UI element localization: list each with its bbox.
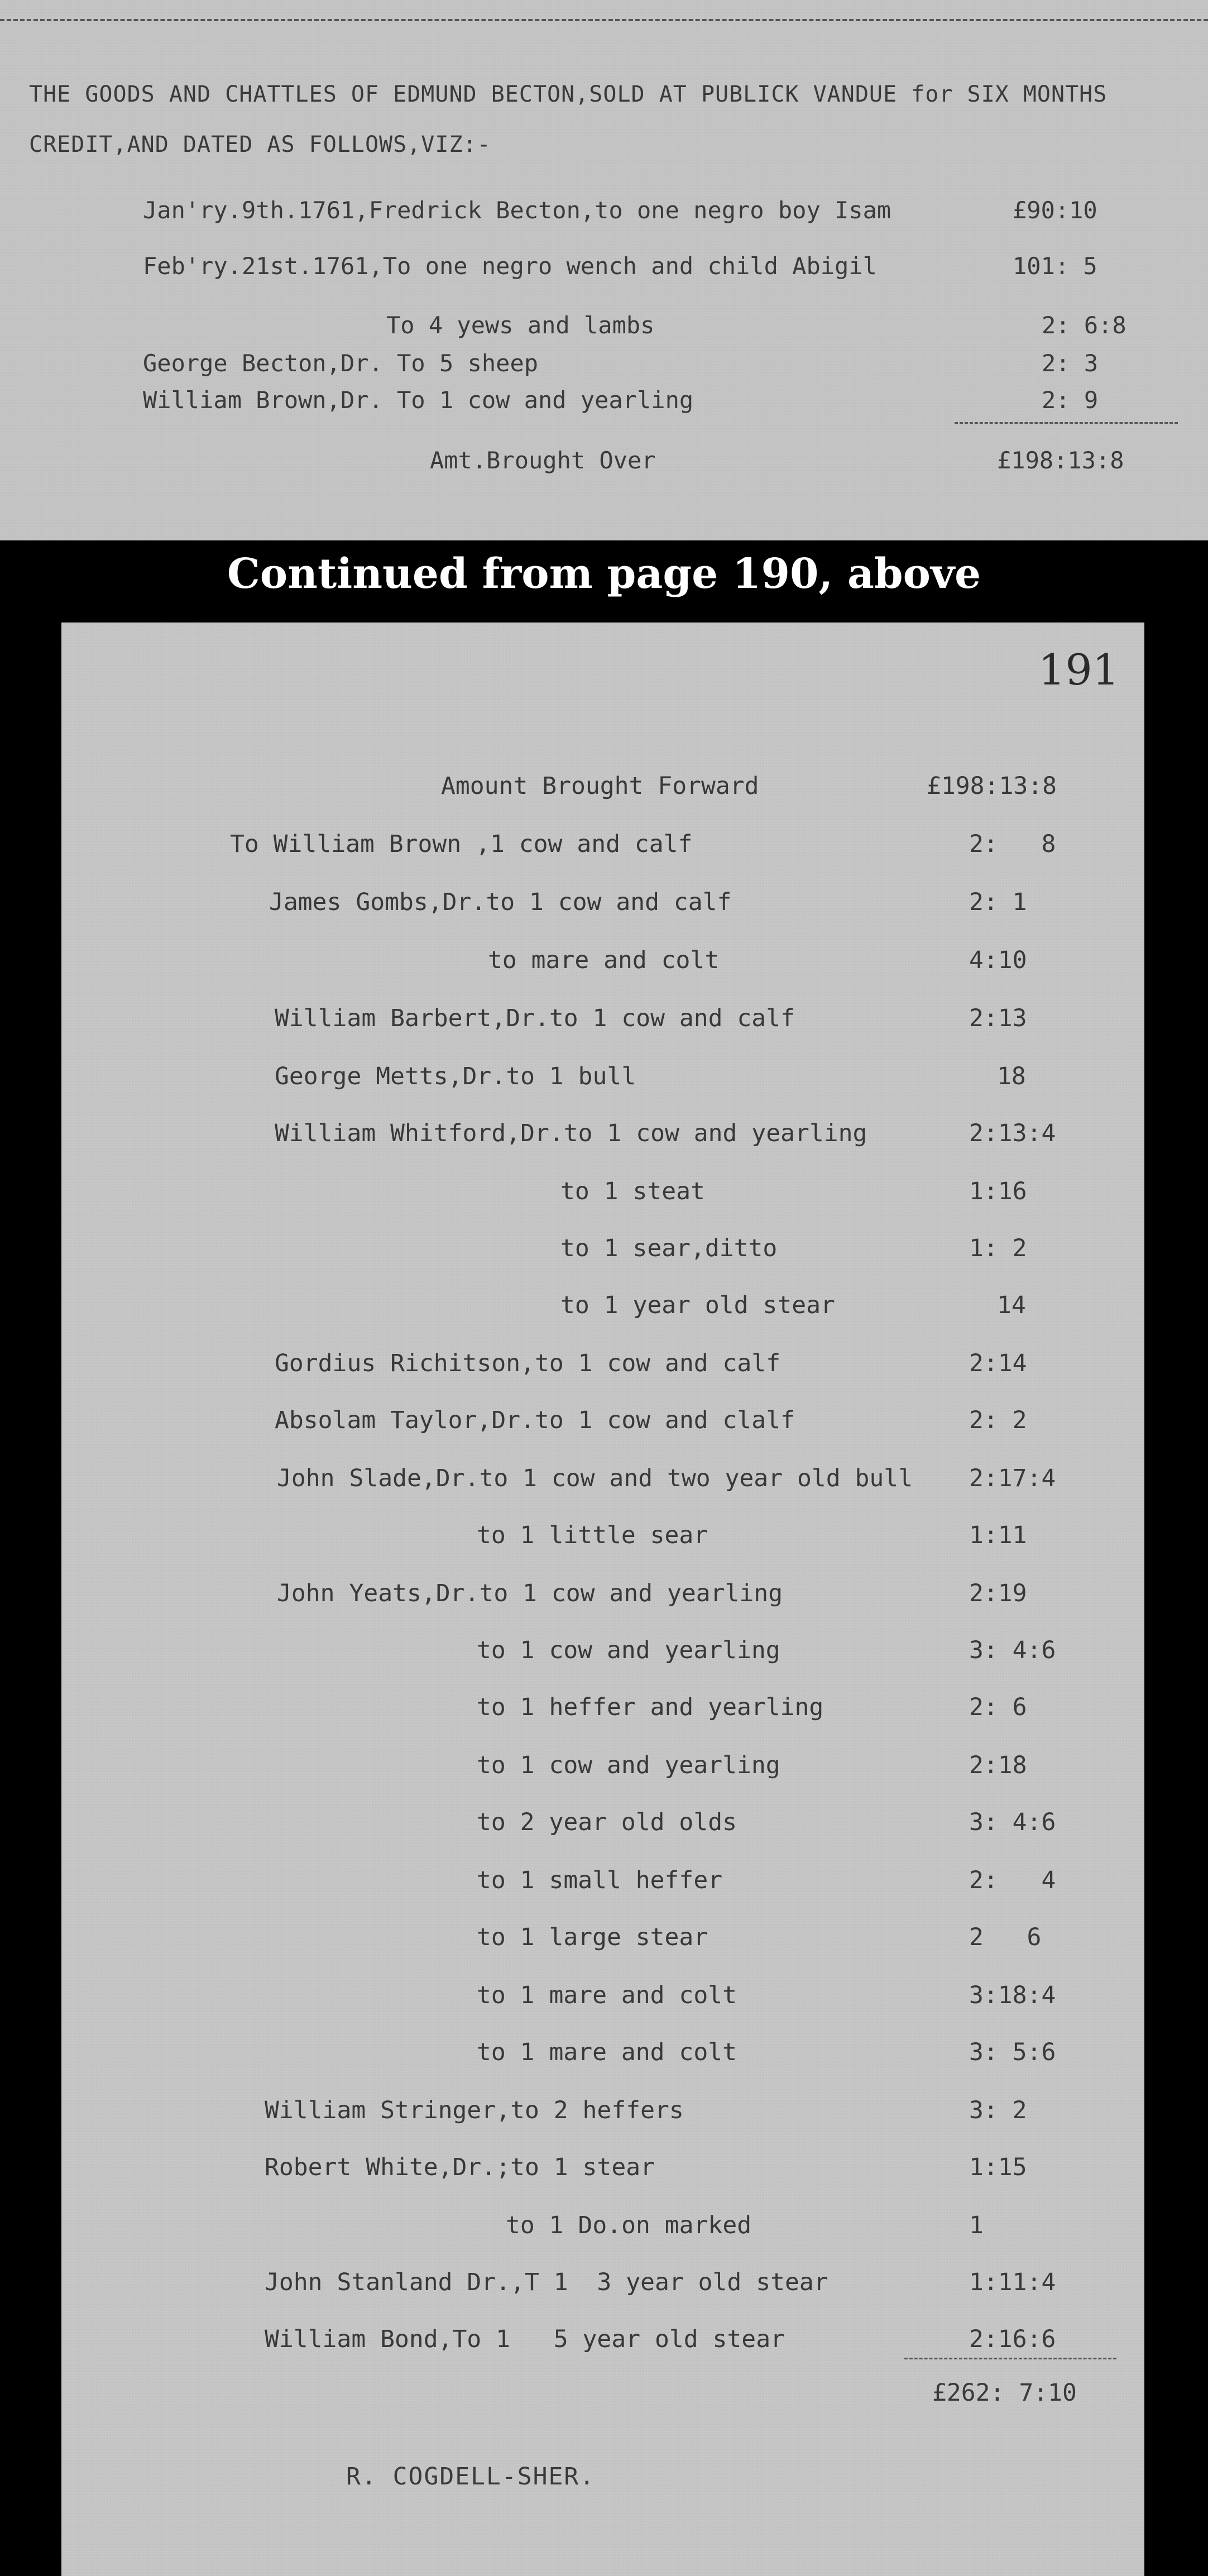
ledger-row xyxy=(61,1177,1144,1211)
ledger-entry-amount: 1 xyxy=(969,2211,984,2239)
ledger-entry-text: James Gombs,Dr.to 1 cow and calf xyxy=(269,888,732,916)
ledger-entry-text: Feb'ry.21st.1761,To one negro wench and child Abigil xyxy=(143,252,877,280)
ledger-entry-amount: 2: 4 xyxy=(969,1866,1056,1894)
ledger-entry-amount: 2:17:4 xyxy=(969,1464,1056,1492)
ledger-row xyxy=(61,1636,1144,1670)
ledger-entry-text: Jan'ry.9th.1761,Fredrick Becton,to one negro boy Isam xyxy=(143,197,891,224)
ledger-row xyxy=(61,2038,1144,2072)
ledger-entry-text: William Barbert,Dr.to 1 cow and calf xyxy=(275,1004,795,1032)
ledger-entry-text: Gordius Richitson,to 1 cow and calf xyxy=(275,1349,781,1377)
ledger-entry-amount: 2:13 xyxy=(969,1004,1027,1032)
ledger-entry-text: to 1 mare and colt xyxy=(477,1981,737,2009)
page-number: 191 xyxy=(1038,645,1120,695)
ledger-row xyxy=(61,1349,1144,1383)
ledger-row xyxy=(61,1981,1144,2015)
ledger-entry-amount: 2:18 xyxy=(969,1751,1027,1779)
ledger-entry-amount: £198:13:8 xyxy=(927,772,1057,800)
ledger-row xyxy=(61,1234,1144,1268)
ledger-entry-text: Absolam Taylor,Dr.to 1 cow and clalf xyxy=(275,1406,795,1434)
ledger-entry-text: George Metts,Dr.to 1 bull xyxy=(275,1062,636,1090)
ledger-entry-text: John Slade,Dr.to 1 cow and two year old bull xyxy=(277,1464,913,1492)
ledger-row xyxy=(61,1521,1144,1555)
ledger-row xyxy=(61,1062,1144,1096)
ledger-entry-text: John Stanland Dr.,T 1 3 year old stear xyxy=(265,2268,828,2296)
ledger-entry-amount: 14 xyxy=(997,1291,1026,1319)
ledger-entry-amount: 2: 1 xyxy=(969,888,1027,916)
ledger-entry-amount: 3: 5:6 xyxy=(969,2038,1056,2066)
ledger-row xyxy=(61,2211,1144,2245)
ledger-entry-text: Amount Brought Forward xyxy=(441,772,759,800)
ledger-entry-amount: 2 6 xyxy=(969,1923,1042,1951)
ledger-entry-amount: 3:18:4 xyxy=(969,1981,1056,2009)
ledger-row xyxy=(61,1866,1144,1900)
ledger-row xyxy=(61,830,1144,864)
ledger-row xyxy=(61,2325,1144,2359)
ledger-row xyxy=(61,772,1144,806)
ledger-entry-text: to 1 large stear xyxy=(477,1923,708,1951)
carried-over-amount: £198:13:8 xyxy=(997,447,1124,474)
ledger-entry-amount: 2:14 xyxy=(969,1349,1027,1377)
ledger-row xyxy=(61,1119,1144,1153)
document-heading-line2: CREDIT,AND DATED AS FOLLOWS,VIZ:- xyxy=(29,132,491,157)
ledger-entry-text: William Brown,Dr. To 1 cow and yearling xyxy=(143,386,694,414)
ledger-entry-amount: 3: 2 xyxy=(969,2096,1027,2124)
sum-rule xyxy=(955,422,1178,424)
ledger-entry-amount: 1:11:4 xyxy=(969,2268,1056,2296)
ledger-entry-text: George Becton,Dr. To 5 sheep xyxy=(143,349,539,377)
ledger-row xyxy=(61,1751,1144,1785)
previous-page-excerpt xyxy=(0,0,1208,540)
ledger-entry-amount: 18 xyxy=(997,1062,1026,1090)
ledger-entry-text: to 1 heffer and yearling xyxy=(477,1693,824,1721)
ledger-entry-amount: 1: 2 xyxy=(969,1234,1027,1262)
page-191 xyxy=(61,623,1144,2576)
ledger-entry-text: to 1 mare and colt xyxy=(477,2038,737,2066)
ledger-entry-amount: 101: 5 xyxy=(1013,252,1097,280)
top-dashed-rule xyxy=(0,19,1208,21)
ledger-entry-amount: 2: 6:8 xyxy=(1042,312,1126,339)
ledger-row xyxy=(61,1808,1144,1842)
ledger-row xyxy=(61,1291,1144,1325)
signature: R. COGDELL-SHER. xyxy=(346,2463,596,2491)
ledger-entry-text: to 1 little sear xyxy=(477,1521,708,1549)
ledger-entry-text: to mare and colt xyxy=(488,946,720,974)
ledger-entry-amount: 3: 4:6 xyxy=(969,1636,1056,1664)
continuation-banner: Continued from page 190, above xyxy=(227,550,981,598)
ledger-entry-amount: 2: 8 xyxy=(969,830,1056,858)
ledger-row xyxy=(61,1693,1144,1727)
ledger-entry-amount: 1:15 xyxy=(969,2153,1027,2181)
ledger-entry-text: William Bond,To 1 5 year old stear xyxy=(265,2325,785,2353)
ledger-entry-text: to 1 Do.on marked xyxy=(506,2211,752,2239)
ledger-entry-text: to 1 cow and yearling xyxy=(477,1636,780,1664)
ledger-row xyxy=(61,2153,1144,2187)
ledger-row xyxy=(61,2096,1144,2130)
ledger-entry-amount: 1:16 xyxy=(969,1177,1027,1205)
ledger-entry-text: to 1 cow and yearling xyxy=(477,1751,780,1779)
ledger-entry-text: to 1 small heffer xyxy=(477,1866,723,1894)
ledger-row xyxy=(61,1406,1144,1440)
ledger-entry-amount: 2: 9 xyxy=(1042,386,1099,414)
ledger-row xyxy=(61,1004,1144,1038)
ledger-row xyxy=(61,1579,1144,1613)
ledger-row xyxy=(61,1923,1144,1957)
ledger-entry-text: William Whitford,Dr.to 1 cow and yearling xyxy=(275,1119,867,1147)
document-heading-line1: THE GOODS AND CHATTLES OF EDMUND BECTON,SOLD AT PUBLICK VANDUE for SIX MONTHS xyxy=(29,82,1108,107)
ledger-row xyxy=(61,2268,1144,2302)
ledger-entry-amount: 2: 3 xyxy=(1042,349,1099,377)
ledger-entry-amount: 2:16:6 xyxy=(969,2325,1056,2353)
carried-over-label: Amt.Brought Over xyxy=(430,447,656,474)
ledger-entry-text: to 1 year old stear xyxy=(560,1291,835,1319)
ledger-entry-amount: 4:10 xyxy=(969,946,1027,974)
ledger-entry-text: To 4 yews and lambs xyxy=(386,312,655,339)
ledger-entry-text: William Stringer,to 2 heffers xyxy=(265,2096,684,2124)
ledger-entry-text: To William Brown ,1 cow and calf xyxy=(230,830,693,858)
ledger-entry-amount: 2:19 xyxy=(969,1579,1027,1607)
ledger-row xyxy=(61,888,1144,922)
ledger-row xyxy=(61,1464,1144,1498)
ledger-entry-amount: £90:10 xyxy=(1013,197,1097,224)
ledger-entry-amount: 1:11 xyxy=(969,1521,1027,1549)
ledger-entry-text: to 2 year old olds xyxy=(477,1808,737,1836)
ledger-entry-text: to 1 steat xyxy=(560,1177,705,1205)
ledger-entry-text: John Yeats,Dr.to 1 cow and yearling xyxy=(277,1579,783,1607)
ledger-entry-text: to 1 sear,ditto xyxy=(560,1234,778,1262)
ledger-entry-text: Robert White,Dr.;to 1 stear xyxy=(265,2153,655,2181)
ledger-total: £262: 7:10 xyxy=(932,2379,1077,2407)
ledger-entry-amount: 2:13:4 xyxy=(969,1119,1056,1147)
ledger-row xyxy=(61,946,1144,980)
ledger-entry-amount: 2: 2 xyxy=(969,1406,1027,1434)
sum-rule xyxy=(904,2358,1116,2359)
ledger-entry-amount: 2: 6 xyxy=(969,1693,1027,1721)
ledger-entry-amount: 3: 4:6 xyxy=(969,1808,1056,1836)
